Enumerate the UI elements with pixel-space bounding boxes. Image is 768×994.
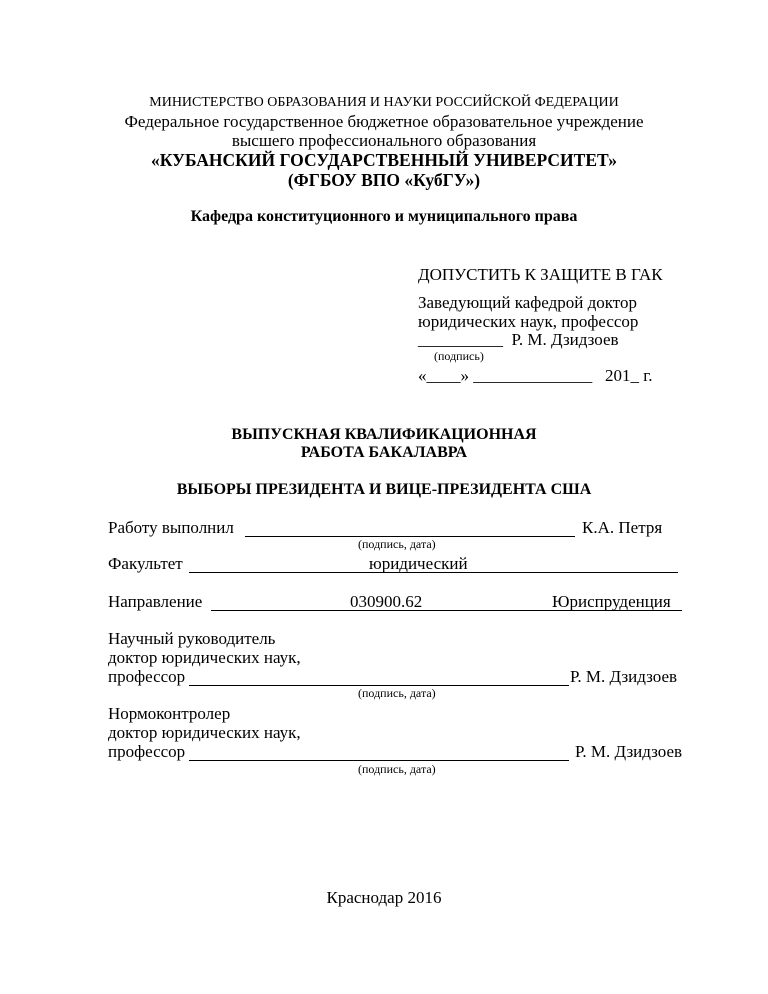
supervisor-name: Р. М. Дзидзоев xyxy=(570,667,678,686)
approval-line-2: юридических наук, профессор xyxy=(418,312,639,331)
work-type-line-2: РАБОТА БАКАЛАВРА xyxy=(300,444,468,461)
faculty-label: Факультет xyxy=(108,554,183,573)
university-name: «КУБАНСКИЙ ГОСУДАРСТВЕННЫЙ УНИВЕРСИТЕТ» xyxy=(151,150,617,170)
approval-date-day: «____» xyxy=(418,366,469,385)
norm-controller-name: Р. М. Дзидзоев xyxy=(575,742,683,761)
approval-date-month: ______________ xyxy=(473,366,593,385)
direction-label: Направление xyxy=(108,592,203,611)
author-signature-caption: (подпись, дата) xyxy=(358,537,436,551)
university-abbreviation: (ФГБОУ ВПО «КубГУ») xyxy=(287,170,481,190)
direction-name: Юриспруденция xyxy=(552,592,671,611)
author-name: К.А. Петря xyxy=(582,518,663,537)
approval-signature-row xyxy=(418,330,619,350)
ministry-line: МИНИСТЕРСТВО ОБРАЗОВАНИЯ И НАУКИ РОССИЙСКОЙ ФЕДЕРАЦИИ xyxy=(149,95,619,110)
approval-signature-blank: __________ xyxy=(418,330,503,349)
supervisor-title: профессор xyxy=(108,667,186,686)
approval-title: ДОПУСТИТЬ К ЗАЩИТЕ В ГАК xyxy=(418,265,663,284)
norm-controller-signature-caption: (подпись, дата) xyxy=(358,762,436,776)
work-type-line-1: ВЫПУСКНАЯ КВАЛИФИКАЦИОННАЯ xyxy=(231,426,537,443)
thesis-title: ВЫБОРЫ ПРЕЗИДЕНТА И ВИЦЕ-ПРЕЗИДЕНТА США xyxy=(176,481,592,498)
approval-line-1: Заведующий кафедрой доктор xyxy=(418,293,637,312)
supervisor-role: Научный руководитель xyxy=(108,629,276,648)
approval-date-row xyxy=(418,366,653,386)
approval-date-year: 201_ г. xyxy=(605,366,653,385)
education-level-line: высшего профессионального образования xyxy=(231,131,537,150)
norm-controller-degree: доктор юридических наук, xyxy=(108,723,301,742)
supervisor-degree: доктор юридических наук, xyxy=(108,648,301,667)
department-head-name: Р. М. Дзидзоев xyxy=(511,330,619,349)
institution-type-line: Федеральное государственное бюджетное образовательное учреждение xyxy=(124,112,644,131)
supervisor-signature-caption: (подпись, дата) xyxy=(358,686,436,700)
department-name: Кафедра конституционного и муниципального права xyxy=(190,208,578,225)
direction-code: 030900.62 xyxy=(350,592,423,611)
city-year: Краснодар 2016 xyxy=(326,888,442,907)
norm-controller-signature-line xyxy=(189,760,569,761)
approval-signature-caption: (подпись) xyxy=(434,349,484,363)
faculty-value: юридический xyxy=(369,554,468,573)
author-label: Работу выполнил xyxy=(108,518,234,537)
norm-controller-role: Нормоконтролер xyxy=(108,704,231,723)
norm-controller-title: профессор xyxy=(108,742,186,761)
